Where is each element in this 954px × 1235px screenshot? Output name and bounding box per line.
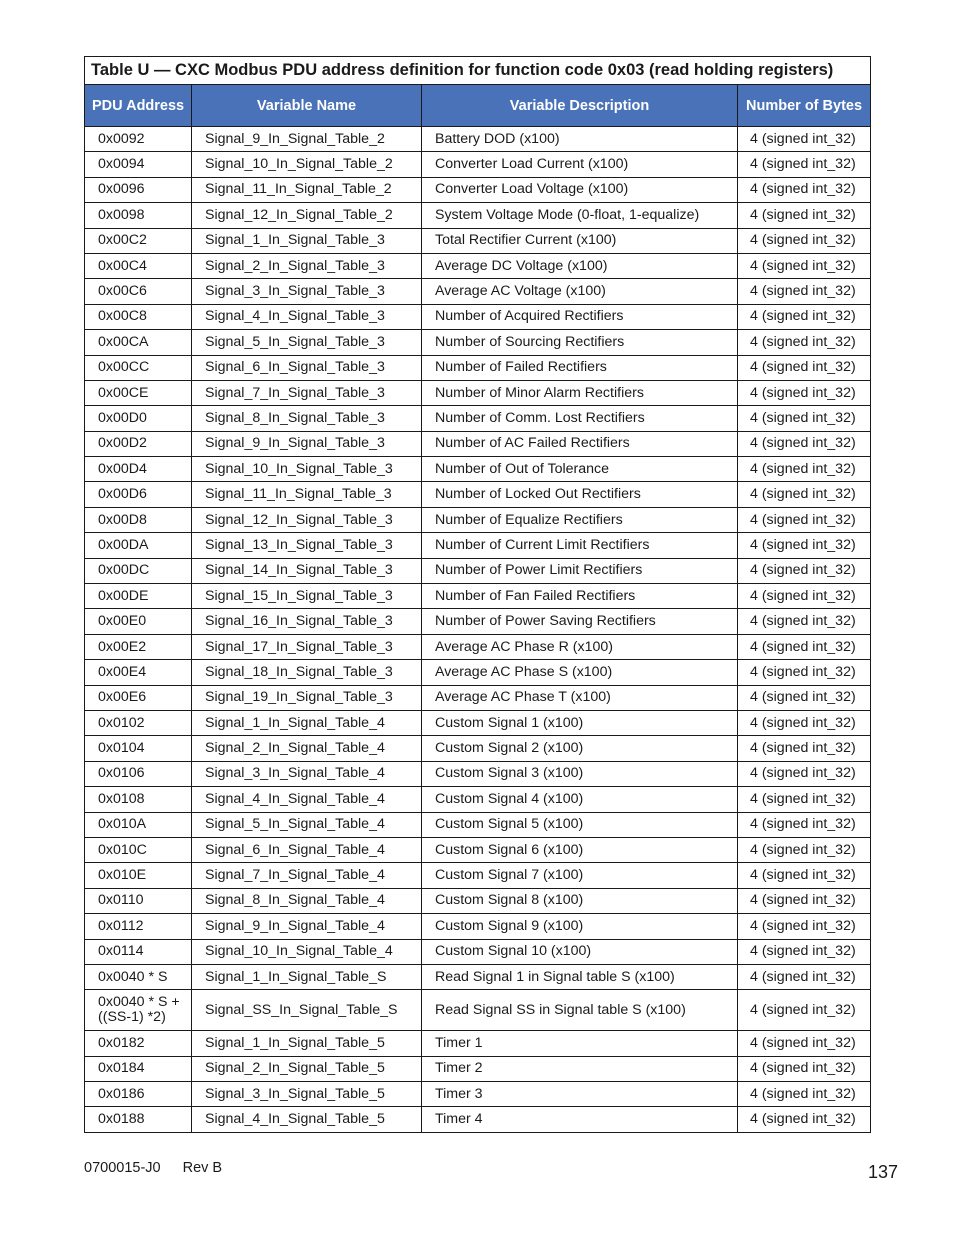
- variable-description-cell: Custom Signal 10 (x100): [422, 939, 738, 964]
- pdu-address-cell: 0x0182: [85, 1031, 192, 1056]
- variable-name-cell: Signal_2_In_Signal_Table_3: [192, 253, 422, 278]
- table-row: [85, 279, 871, 304]
- number-of-bytes-cell: 4 (signed int_32): [738, 584, 871, 609]
- pdu-address-cell: 0x010A: [85, 812, 192, 837]
- variable-name-cell: Signal_6_In_Signal_Table_4: [192, 837, 422, 862]
- variable-description-cell: Number of Out of Tolerance: [422, 457, 738, 482]
- variable-description-cell: Total Rectifier Current (x100): [422, 228, 738, 253]
- number-of-bytes-cell: 4 (signed int_32): [738, 964, 871, 989]
- number-of-bytes-cell: 4 (signed int_32): [738, 812, 871, 837]
- variable-name-cell: Signal_1_In_Signal_Table_5: [192, 1031, 422, 1056]
- variable-description-cell: Average AC Voltage (x100): [422, 279, 738, 304]
- variable-name-cell: Signal_19_In_Signal_Table_3: [192, 685, 422, 710]
- pdu-address-cell: 0x0040 * S: [85, 964, 192, 989]
- table-row: [85, 457, 871, 482]
- table-row: [85, 634, 871, 659]
- table-row: [85, 330, 871, 355]
- variable-description-cell: Timer 4: [422, 1107, 738, 1132]
- variable-name-cell: Signal_1_In_Signal_Table_3: [192, 228, 422, 253]
- variable-name-cell: Signal_3_In_Signal_Table_3: [192, 279, 422, 304]
- variable-description-cell: Number of Comm. Lost Rectifiers: [422, 406, 738, 431]
- table-header-row: [85, 85, 871, 127]
- number-of-bytes-cell: 4 (signed int_32): [738, 685, 871, 710]
- variable-name-cell: Signal_7_In_Signal_Table_4: [192, 863, 422, 888]
- variable-description-cell: Average AC Phase S (x100): [422, 660, 738, 685]
- variable-description-cell: Number of AC Failed Rectifiers: [422, 431, 738, 456]
- table-row: [85, 863, 871, 888]
- number-of-bytes-cell: 4 (signed int_32): [738, 863, 871, 888]
- table-row: [85, 431, 871, 456]
- table-row: [85, 228, 871, 253]
- pdu-address-cell: 0x0108: [85, 787, 192, 812]
- pdu-address-cell: 0x0110: [85, 888, 192, 913]
- variable-description-cell: Number of Equalize Rectifiers: [422, 507, 738, 532]
- variable-description-cell: Number of Acquired Rectifiers: [422, 304, 738, 329]
- document-footer: [84, 1160, 222, 1176]
- pdu-address-cell: 0x00E4: [85, 660, 192, 685]
- table-row: [85, 710, 871, 735]
- table-row: [85, 380, 871, 405]
- variable-description-cell: Custom Signal 3 (x100): [422, 761, 738, 786]
- pdu-address-cell: 0x00D6: [85, 482, 192, 507]
- pdu-address-cell: 0x010C: [85, 837, 192, 862]
- table-row: [85, 990, 871, 1031]
- variable-name-cell: Signal_SS_In_Signal_Table_S: [192, 990, 422, 1031]
- number-of-bytes-cell: 4 (signed int_32): [738, 533, 871, 558]
- variable-name-cell: Signal_4_In_Signal_Table_5: [192, 1107, 422, 1132]
- number-of-bytes-cell: 4 (signed int_32): [738, 482, 871, 507]
- variable-name-cell: Signal_1_In_Signal_Table_S: [192, 964, 422, 989]
- number-of-bytes-cell: 4 (signed int_32): [738, 939, 871, 964]
- number-of-bytes-cell: 4 (signed int_32): [738, 127, 871, 152]
- variable-name-cell: Signal_6_In_Signal_Table_3: [192, 355, 422, 380]
- number-of-bytes-cell: 4 (signed int_32): [738, 787, 871, 812]
- pdu-address-cell: 0x00DE: [85, 584, 192, 609]
- variable-name-cell: Signal_10_In_Signal_Table_2: [192, 152, 422, 177]
- pdu-address-cell: 0x010E: [85, 863, 192, 888]
- number-of-bytes-cell: 4 (signed int_32): [738, 177, 871, 202]
- table-row: [85, 355, 871, 380]
- table-row: [85, 787, 871, 812]
- number-of-bytes-cell: 4 (signed int_32): [738, 1031, 871, 1056]
- pdu-address-cell: 0x00D2: [85, 431, 192, 456]
- header-variable-description: Variable Description: [422, 85, 738, 127]
- table-row: [85, 812, 871, 837]
- number-of-bytes-cell: 4 (signed int_32): [738, 330, 871, 355]
- variable-description-cell: Read Signal 1 in Signal table S (x100): [422, 964, 738, 989]
- number-of-bytes-cell: 4 (signed int_32): [738, 914, 871, 939]
- pdu-address-cell: 0x00DC: [85, 558, 192, 583]
- table-row: [85, 736, 871, 761]
- number-of-bytes-cell: 4 (signed int_32): [738, 253, 871, 278]
- table-row: [85, 939, 871, 964]
- pdu-address-cell: 0x0096: [85, 177, 192, 202]
- pdu-address-cell: 0x0098: [85, 203, 192, 228]
- page-number: 137: [867, 1162, 898, 1182]
- number-of-bytes-cell: 4 (signed int_32): [738, 457, 871, 482]
- variable-description-cell: Custom Signal 6 (x100): [422, 837, 738, 862]
- table-row: [85, 304, 871, 329]
- table-row: [85, 888, 871, 913]
- pdu-address-cell: 0x0092: [85, 127, 192, 152]
- number-of-bytes-cell: 4 (signed int_32): [738, 279, 871, 304]
- variable-name-cell: Signal_17_In_Signal_Table_3: [192, 634, 422, 659]
- variable-description-cell: Custom Signal 8 (x100): [422, 888, 738, 913]
- variable-name-cell: Signal_13_In_Signal_Table_3: [192, 533, 422, 558]
- number-of-bytes-cell: 4 (signed int_32): [738, 304, 871, 329]
- number-of-bytes-cell: 4 (signed int_32): [738, 710, 871, 735]
- variable-name-cell: Signal_9_In_Signal_Table_2: [192, 127, 422, 152]
- pdu-address-cell: 0x00E0: [85, 609, 192, 634]
- pdu-address-cell: 0x00C6: [85, 279, 192, 304]
- variable-name-cell: Signal_11_In_Signal_Table_3: [192, 482, 422, 507]
- number-of-bytes-cell: 4 (signed int_32): [738, 355, 871, 380]
- variable-name-cell: Signal_8_In_Signal_Table_4: [192, 888, 422, 913]
- register-table-container: [84, 56, 870, 1133]
- table-title-row: [85, 57, 871, 85]
- variable-description-cell: Average AC Phase T (x100): [422, 685, 738, 710]
- variable-description-cell: Converter Load Voltage (x100): [422, 177, 738, 202]
- variable-name-cell: Signal_14_In_Signal_Table_3: [192, 558, 422, 583]
- pdu-address-cell: 0x0186: [85, 1082, 192, 1107]
- number-of-bytes-cell: 4 (signed int_32): [738, 406, 871, 431]
- table-row: [85, 609, 871, 634]
- variable-name-cell: Signal_11_In_Signal_Table_2: [192, 177, 422, 202]
- variable-description-cell: Converter Load Current (x100): [422, 152, 738, 177]
- variable-name-cell: Signal_9_In_Signal_Table_4: [192, 914, 422, 939]
- variable-description-cell: Custom Signal 1 (x100): [422, 710, 738, 735]
- pdu-address-cell: 0x0040 * S + ((SS-1) *2): [85, 990, 192, 1031]
- variable-name-cell: Signal_3_In_Signal_Table_4: [192, 761, 422, 786]
- table-row: [85, 964, 871, 989]
- variable-description-cell: Number of Current Limit Rectifiers: [422, 533, 738, 558]
- header-pdu-address: PDU Address: [85, 85, 192, 127]
- table-row: [85, 584, 871, 609]
- number-of-bytes-cell: 4 (signed int_32): [738, 507, 871, 532]
- number-of-bytes-cell: 4 (signed int_32): [738, 634, 871, 659]
- variable-description-cell: Custom Signal 4 (x100): [422, 787, 738, 812]
- number-of-bytes-cell: 4 (signed int_32): [738, 558, 871, 583]
- table-row: [85, 482, 871, 507]
- variable-name-cell: Signal_10_In_Signal_Table_3: [192, 457, 422, 482]
- number-of-bytes-cell: 4 (signed int_32): [738, 736, 871, 761]
- variable-description-cell: Number of Minor Alarm Rectifiers: [422, 380, 738, 405]
- number-of-bytes-cell: 4 (signed int_32): [738, 152, 871, 177]
- table-row: [85, 914, 871, 939]
- table-row: [85, 761, 871, 786]
- variable-description-cell: Timer 3: [422, 1082, 738, 1107]
- number-of-bytes-cell: 4 (signed int_32): [738, 431, 871, 456]
- register-table: [84, 56, 871, 1133]
- table-row: [85, 558, 871, 583]
- variable-name-cell: Signal_12_In_Signal_Table_2: [192, 203, 422, 228]
- document-number: 0700015-J0: [84, 1160, 161, 1176]
- pdu-address-cell: 0x00D0: [85, 406, 192, 431]
- pdu-address-cell: 0x0188: [85, 1107, 192, 1132]
- pdu-address-cell: 0x00CC: [85, 355, 192, 380]
- variable-description-cell: Number of Locked Out Rectifiers: [422, 482, 738, 507]
- number-of-bytes-cell: 4 (signed int_32): [738, 761, 871, 786]
- variable-description-cell: Number of Power Saving Rectifiers: [422, 609, 738, 634]
- variable-description-cell: Timer 1: [422, 1031, 738, 1056]
- variable-name-cell: Signal_4_In_Signal_Table_3: [192, 304, 422, 329]
- pdu-address-cell: 0x00E2: [85, 634, 192, 659]
- number-of-bytes-cell: 4 (signed int_32): [738, 609, 871, 634]
- variable-description-cell: Custom Signal 5 (x100): [422, 812, 738, 837]
- table-row: [85, 1082, 871, 1107]
- number-of-bytes-cell: 4 (signed int_32): [738, 990, 871, 1031]
- variable-name-cell: Signal_16_In_Signal_Table_3: [192, 609, 422, 634]
- document-revision: Rev B: [182, 1160, 223, 1176]
- table-row: [85, 507, 871, 532]
- table-row: [85, 152, 871, 177]
- number-of-bytes-cell: 4 (signed int_32): [738, 228, 871, 253]
- variable-description-cell: Custom Signal 2 (x100): [422, 736, 738, 761]
- variable-description-cell: Number of Failed Rectifiers: [422, 355, 738, 380]
- pdu-address-cell: 0x00DA: [85, 533, 192, 558]
- table-row: [85, 533, 871, 558]
- number-of-bytes-cell: 4 (signed int_32): [738, 1056, 871, 1081]
- header-variable-name: Variable Name: [192, 85, 422, 127]
- table-body: [85, 127, 871, 1133]
- variable-description-cell: Average DC Voltage (x100): [422, 253, 738, 278]
- variable-description-cell: System Voltage Mode (0-float, 1-equalize): [422, 203, 738, 228]
- pdu-address-cell: 0x00D4: [85, 457, 192, 482]
- number-of-bytes-cell: 4 (signed int_32): [738, 837, 871, 862]
- variable-name-cell: Signal_8_In_Signal_Table_3: [192, 406, 422, 431]
- table-row: [85, 177, 871, 202]
- variable-description-cell: Custom Signal 7 (x100): [422, 863, 738, 888]
- variable-name-cell: Signal_9_In_Signal_Table_3: [192, 431, 422, 456]
- pdu-address-cell: 0x00CE: [85, 380, 192, 405]
- number-of-bytes-cell: 4 (signed int_32): [738, 1107, 871, 1132]
- header-number-of-bytes: Number of Bytes: [738, 85, 871, 127]
- table-title: Table U — CXC Modbus PDU address definition for function code 0x03 (read holding registers): [85, 57, 871, 85]
- pdu-address-cell: 0x0112: [85, 914, 192, 939]
- table-row: [85, 127, 871, 152]
- table-row: [85, 203, 871, 228]
- pdu-address-cell: 0x00C8: [85, 304, 192, 329]
- number-of-bytes-cell: 4 (signed int_32): [738, 888, 871, 913]
- variable-name-cell: Signal_7_In_Signal_Table_3: [192, 380, 422, 405]
- table-row: [85, 837, 871, 862]
- variable-description-cell: Number of Power Limit Rectifiers: [422, 558, 738, 583]
- variable-name-cell: Signal_5_In_Signal_Table_3: [192, 330, 422, 355]
- table-row: [85, 685, 871, 710]
- pdu-address-cell: 0x00CA: [85, 330, 192, 355]
- variable-description-cell: Number of Fan Failed Rectifiers: [422, 584, 738, 609]
- variable-name-cell: Signal_10_In_Signal_Table_4: [192, 939, 422, 964]
- number-of-bytes-cell: 4 (signed int_32): [738, 660, 871, 685]
- pdu-address-cell: 0x0114: [85, 939, 192, 964]
- pdu-address-cell: 0x00E6: [85, 685, 192, 710]
- variable-description-cell: Average AC Phase R (x100): [422, 634, 738, 659]
- table-row: [85, 1031, 871, 1056]
- variable-description-cell: Battery DOD (x100): [422, 127, 738, 152]
- variable-description-cell: Timer 2: [422, 1056, 738, 1081]
- variable-description-cell: Custom Signal 9 (x100): [422, 914, 738, 939]
- pdu-address-cell: 0x0106: [85, 761, 192, 786]
- table-row: [85, 1056, 871, 1081]
- pdu-address-cell: 0x00C4: [85, 253, 192, 278]
- pdu-address-cell: 0x0104: [85, 736, 192, 761]
- variable-description-cell: Number of Sourcing Rectifiers: [422, 330, 738, 355]
- pdu-address-cell: 0x00D8: [85, 507, 192, 532]
- variable-name-cell: Signal_4_In_Signal_Table_4: [192, 787, 422, 812]
- variable-name-cell: Signal_1_In_Signal_Table_4: [192, 710, 422, 735]
- variable-name-cell: Signal_5_In_Signal_Table_4: [192, 812, 422, 837]
- pdu-address-cell: 0x00C2: [85, 228, 192, 253]
- pdu-address-cell: 0x0094: [85, 152, 192, 177]
- pdu-address-cell: 0x0102: [85, 710, 192, 735]
- variable-name-cell: Signal_2_In_Signal_Table_4: [192, 736, 422, 761]
- table-row: [85, 1107, 871, 1132]
- variable-name-cell: Signal_18_In_Signal_Table_3: [192, 660, 422, 685]
- table-row: [85, 253, 871, 278]
- variable-name-cell: Signal_3_In_Signal_Table_5: [192, 1082, 422, 1107]
- number-of-bytes-cell: 4 (signed int_32): [738, 1082, 871, 1107]
- variable-name-cell: Signal_12_In_Signal_Table_3: [192, 507, 422, 532]
- variable-description-cell: Read Signal SS in Signal table S (x100): [422, 990, 738, 1031]
- number-of-bytes-cell: 4 (signed int_32): [738, 380, 871, 405]
- pdu-address-cell: 0x0184: [85, 1056, 192, 1081]
- table-row: [85, 660, 871, 685]
- number-of-bytes-cell: 4 (signed int_32): [738, 203, 871, 228]
- variable-name-cell: Signal_2_In_Signal_Table_5: [192, 1056, 422, 1081]
- table-row: [85, 406, 871, 431]
- variable-name-cell: Signal_15_In_Signal_Table_3: [192, 584, 422, 609]
